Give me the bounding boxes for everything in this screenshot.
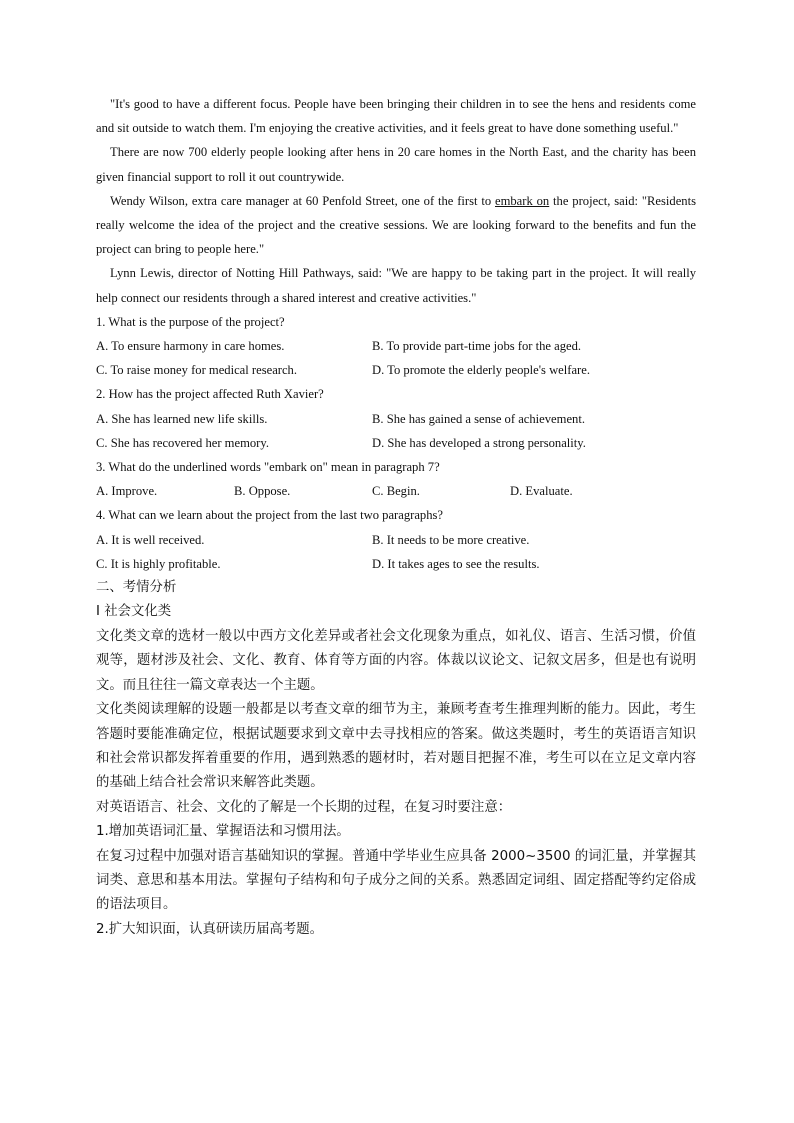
option-a: A. It is well received. — [96, 532, 205, 547]
question-2 — [96, 382, 696, 455]
option-a: A. She has learned new life skills. — [96, 411, 268, 426]
question-stem: 4. What can we learn about the project from the last two paragraphs? — [96, 508, 444, 523]
document-page — [96, 92, 696, 942]
option-row — [96, 552, 696, 576]
option-b: B. It needs to be more creative. — [372, 532, 530, 547]
point-1-body: 在复习过程中加强对语言基础知识的掌握。普通中学毕业生应具备 2000~3500 的词汇量，并掌握其词类、意思和基本用法。掌握句子结构和句子成分之间的关系。熟悉固定词组、固定搭配等约定俗成的语法项目。 — [96, 848, 696, 913]
option-c: C. It is highly profitable. — [96, 556, 221, 571]
option-d: D. To promote the elderly people's welfare. — [372, 363, 590, 378]
underlined-phrase: embark on — [495, 193, 550, 208]
option-d: D. Evaluate. — [510, 484, 573, 499]
question-1 — [96, 310, 696, 383]
option-row — [96, 407, 696, 431]
question-stem: 2. How has the project affected Ruth Xavier? — [96, 387, 324, 402]
passage-paragraph-2: There are now 700 elderly people looking after hens in 20 care homes in the North East, and the charity has been given financial support to roll it out countrywide. — [96, 145, 696, 184]
option-a: A. To ensure harmony in care homes. — [96, 339, 285, 354]
option-row — [96, 479, 696, 503]
question-3 — [96, 455, 696, 503]
point-1-title: 1.增加英语词汇量、掌握语法和习惯用法。 — [96, 824, 350, 840]
option-c: C. To raise money for medical research. — [96, 363, 298, 378]
question-stem: 1. What is the purpose of the project? — [96, 314, 285, 329]
option-row — [96, 358, 696, 382]
option-a: A. Improve. — [96, 484, 158, 499]
question-4 — [96, 503, 696, 576]
section-heading: 二、考情分析 — [96, 580, 177, 596]
option-b: B. She has gained a sense of achievement. — [372, 411, 585, 426]
passage-paragraph-3 — [96, 189, 696, 262]
option-b: B. To provide part-time jobs for the aged. — [372, 339, 582, 354]
option-b: B. Oppose. — [234, 484, 291, 499]
option-c: C. Begin. — [372, 484, 420, 499]
option-row — [96, 334, 696, 358]
question-stem: 3. What do the underlined words "embark on" mean in paragraph 7? — [96, 460, 440, 475]
passage-paragraph-4: Lynn Lewis, director of Notting Hill Pathways, said: "We are happy to be taking part in the project. It will really help connect our residents through a shared interest and creative activities." — [96, 266, 696, 305]
passage-paragraph-3-start: Wendy Wilson, extra care manager at 60 Penfold Street, one of the first to — [110, 193, 495, 208]
analysis-paragraph-1: 文化类文章的选材一般以中西方文化差异或者社会文化现象为重点，如礼仪、语言、生活习惯，价值观等，题材涉及社会、文化、教育、体育等方面的内容。体裁以议论文、记叙文居多，但是也有说明文。而且往往一篇文章表达一个主题。 — [96, 628, 696, 693]
option-c: C. She has recovered her memory. — [96, 435, 269, 450]
option-d: D. It takes ages to see the results. — [372, 556, 540, 571]
passage-paragraph-3-end: the project, said: "Residents really welcome the idea of the project and the creative sessions. We are looking forward to the benefits and fun the project can bring to people here." — [96, 193, 696, 257]
subsection-heading: I 社会文化类 — [96, 604, 172, 620]
option-row — [96, 431, 696, 455]
analysis-paragraph-2: 文化类阅读理解的设题一般都是以考查文章的细节为主，兼顾考查考生推理判断的能力。因此，考生答题时要能准确定位，根据试题要求到文章中去寻找相应的答案。做这类题时，考生的英语语言知识和社会常识都发挥着重要的作用，遇到熟悉的题材时，若对题目把握不准，考生可以在立足文章内容的基础上结合社会常识来解答此类题。 — [96, 702, 696, 791]
analysis-paragraph-3: 对英语语言、社会、文化的了解是一个长期的过程，在复习时要注意： — [96, 799, 512, 815]
option-d: D. She has developed a strong personality. — [372, 435, 586, 450]
point-2-title: 2.扩大知识面，认真研读历届高考题。 — [96, 921, 324, 937]
passage-paragraph-1: "It's good to have a different focus. People have been bringing their children in to see the hens and residents come and sit outside to watch them. I'm enjoying the creative activities, and it feels great to have done something useful." — [96, 97, 696, 136]
option-row — [96, 528, 696, 552]
